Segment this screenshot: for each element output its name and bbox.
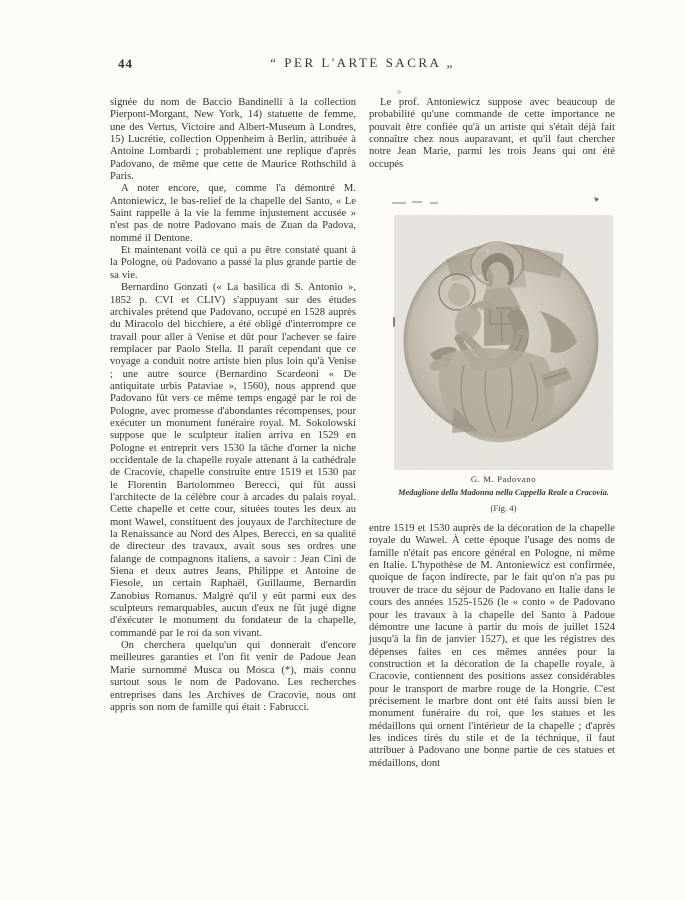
scanned-page (110, 55, 615, 770)
right-column (369, 97, 615, 770)
scan-speck (392, 202, 406, 204)
figure-caption-title: Medaglione della Madonna nella Cappella Reale a Cracovia. (398, 488, 609, 498)
page-header (110, 55, 615, 97)
scan-speck (397, 90, 401, 94)
paragraph: signée du nom de Baccio Bandinelli à la collection Pierpont-Morgant, New York, 14) statuette de femme, une des Vertus, Victoire and Albert-Museum à Londres, 15) Lucrétie, collection Oppenheim à Berlin, attribuée à Antoine Lombardi ; probablement une replique d'après Padovano, de même que cette de Maurice Rothschild à Paris. (110, 97, 356, 183)
figure-caption-number: (Fig. 4) (490, 502, 517, 513)
paragraph: Et maintenant voilà ce qui a pu être constaté quant à la Pologne, où Padovano a passé la plus grande partie de sa vie. (110, 245, 356, 281)
madonna-medallion-photo (394, 215, 613, 470)
scan-speck (393, 317, 395, 327)
journal-title: “ PER L'ARTE SACRA „ (270, 55, 455, 70)
figure-madonna-medallion (369, 215, 615, 514)
scan-speck (412, 201, 422, 203)
text-columns (110, 97, 615, 770)
paragraph: entre 1519 et 1530 auprès de la décoration de la chapelle royale du Wawel. À cette époque l'usage des noms de famille n'était pas encore général en Pologne, ni même en Italie. L'hypothèse de M. Antoniewicz est confirmée, quoique de façon indirecte, par le fait qu'on n'a pas pu trouver de trace du séjour de Padovano en Italie dans le cours des années 1525-1526 (le « conto » de Padovano pour les travaux à la chapelle del Santo à Padoue démontre une lacune à partir du mois de juillet 1524 jusqu'à la fin de janvier 1527), et que les régistres des dépenses faites en ces mêmes années pour la construction et la décoration de la chapelle royale, à Cracovie, contiennent des positions assez considérables pour le transport de marbre rouge de la Hongrie. C'est précisement le marbre dont ont été faits aussi bien le monument funéraire du roi, que les statues et les médaillons qui ornent l'intérieur de la chapelle ; d'après les indices tirés du stile et de la téchnique, il faut attribuer à Padovano une bonne partie de ces statues et médaillons, dont (369, 523, 615, 769)
left-column (110, 97, 356, 770)
figure-caption-artist: G. M. Padovano (470, 474, 537, 485)
paragraph: A noter encore, que, comme l'a démontré M. Antoniewicz, le bas-relief de la chapelle del Santo, « Le Saint rappelle à la vie la femme injustement accusée » n'est pas de notre Padovano mais de Zuan da Padova, nommé il Dentone. (110, 183, 356, 244)
figure-caption (394, 473, 613, 514)
madonna-medallion-illustration (394, 215, 613, 470)
paragraph: Le prof. Antoniewicz suppose avec beaucoup de probabilité qu'une commande de cette importance ne pouvait être confiée qu'à un artiste qui s'était déjà fait connaître chez nous auparavant, et qu'il faut chercher notre Jean Marie, parmi les trois Jeans qui ont été occupés (369, 97, 615, 170)
paragraph: Bernardino Gonzati (« La basilica di S. Antonio », 1852 p. CVI et CLIV) s'appuyant sur des études archivales prétend que Padovano, occupé en 1528 auprès du Miracolo del bicchiere, a été obligé d'interrompre ce travail pour aller à Venise et dût pour l'achever se faire remplacer par Paolo Stella. Il paraît cependant que ce voyage a conduit notre artiste bien plus loin qu'à Venise ; une autre source (Bernardino Scardeoni « De antiquitate urbis Pataviae », 1560), nous apprend que Padovano fût vers ce même temps engagé par le roi de Pologne, avec promesse d'abondantes récompenses, pour exécuter un monument funéraire royal. M. Sokolowski suppose que le sculpteur italien arriva en 1529 en Pologne et entreprit vers 1530 la tâche d'orner la niche occidentale de la chapelle royale attenant à la cathédrale de Cracovie, chapelle construite entre 1519 et 1530 par le Florentin Bartolommeo Berecci, qui fût aussi l'architecte de la célèbre cour à arcades du palais royal. Cette chapelle et cette cour, situées toutes les deux au mont Wawel, constituent des jouyaux de l'architecture de la Renaissance au Nord des Alpes. Berecci, en sa qualité de directeur des travaux, avait sous ses ordres une falange de compagnons italiens, a savoir : Jean Cini de Siena et deux autres Jeans, Philippe et Antoine de Fiesole, un certain Raphaël, Guillaume, Bernardin Zanobius Romanus. Malgré qu'il y eût parmi eux des sculpteurs remarquables, aucun d'eux ne fût jugé digne d'éxécuter le monument du fondateur de la chapelle, commandé par le roi da son vivant. (110, 282, 356, 639)
page-number: 44 (118, 56, 133, 71)
scan-speck (430, 202, 438, 204)
paragraph: On cherchera quelqu'un qui donnerait d'encore meilleures garanties et l'on fit venir de Padoue Jean Marie surnommé Musca ou Mosca (*), mais connu surtout sous le nom de Padovano. Les recherches entreprises dans les Archives de Cracovie, nous ont appris son nom de famille qui était : Fabrucci. (110, 640, 356, 713)
